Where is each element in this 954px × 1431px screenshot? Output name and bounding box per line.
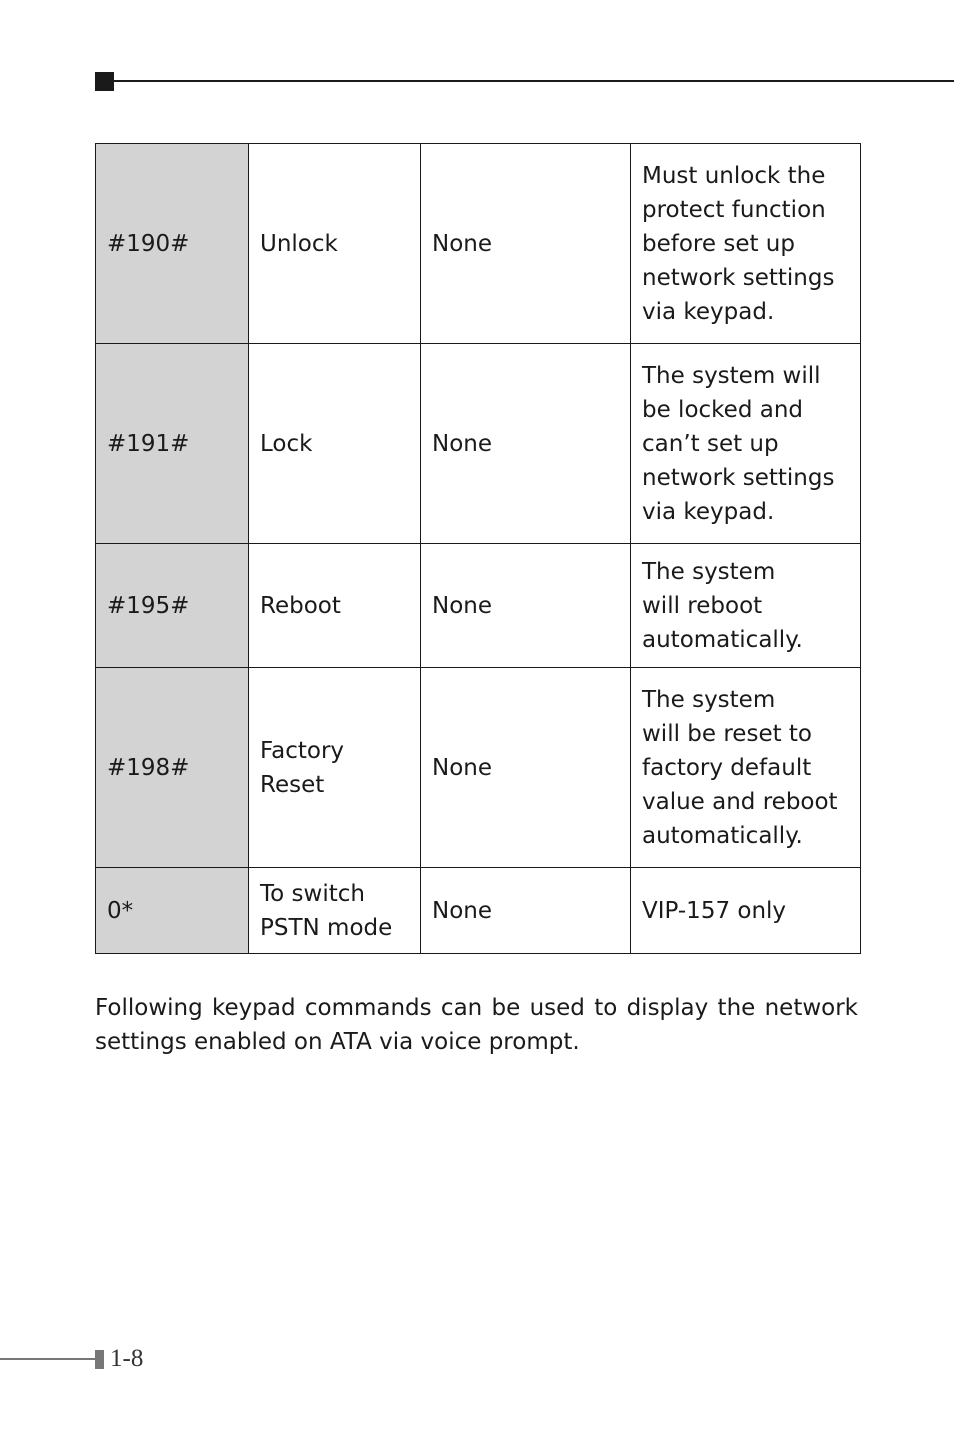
parameter-cell: None: [421, 344, 631, 544]
parameter-cell: None: [421, 868, 631, 954]
description-cell: Must unlock the protect function before set up network settings via keypad.: [631, 144, 861, 344]
page-number: 1-8: [110, 1345, 144, 1372]
command-code-cell: #198#: [96, 668, 249, 868]
parameter-cell: None: [421, 668, 631, 868]
table-row: [96, 868, 861, 954]
header-rule: [113, 80, 954, 82]
description-cell: The system will reboot automatically.: [631, 544, 861, 668]
function-cell: To switch PSTN mode: [249, 868, 421, 954]
command-code-cell: #190#: [96, 144, 249, 344]
keypad-commands-table: [95, 143, 861, 954]
table-row: [96, 544, 861, 668]
footer-rule: [0, 1358, 96, 1360]
command-code-cell: #195#: [96, 544, 249, 668]
body-paragraph: Following keypad commands can be used to display the network settings enabled on ATA via voice prompt.: [95, 995, 858, 1055]
parameter-cell: None: [421, 144, 631, 344]
table-row: [96, 144, 861, 344]
function-cell: Lock: [249, 344, 421, 544]
function-cell: Reboot: [249, 544, 421, 668]
description-cell: The system will be locked and can’t set up network settings via keypad.: [631, 344, 861, 544]
command-code-cell: 0*: [96, 868, 249, 954]
header-square-marker: [95, 72, 114, 91]
function-cell: Factory Reset: [249, 668, 421, 868]
footer-block-marker: [95, 1350, 104, 1369]
description-cell: VIP-157 only: [631, 868, 861, 954]
table-row: [96, 344, 861, 544]
table-row: [96, 668, 861, 868]
description-cell: The system will be reset to factory default value and reboot automatically.: [631, 668, 861, 868]
function-cell: Unlock: [249, 144, 421, 344]
command-code-cell: #191#: [96, 344, 249, 544]
parameter-cell: None: [421, 544, 631, 668]
